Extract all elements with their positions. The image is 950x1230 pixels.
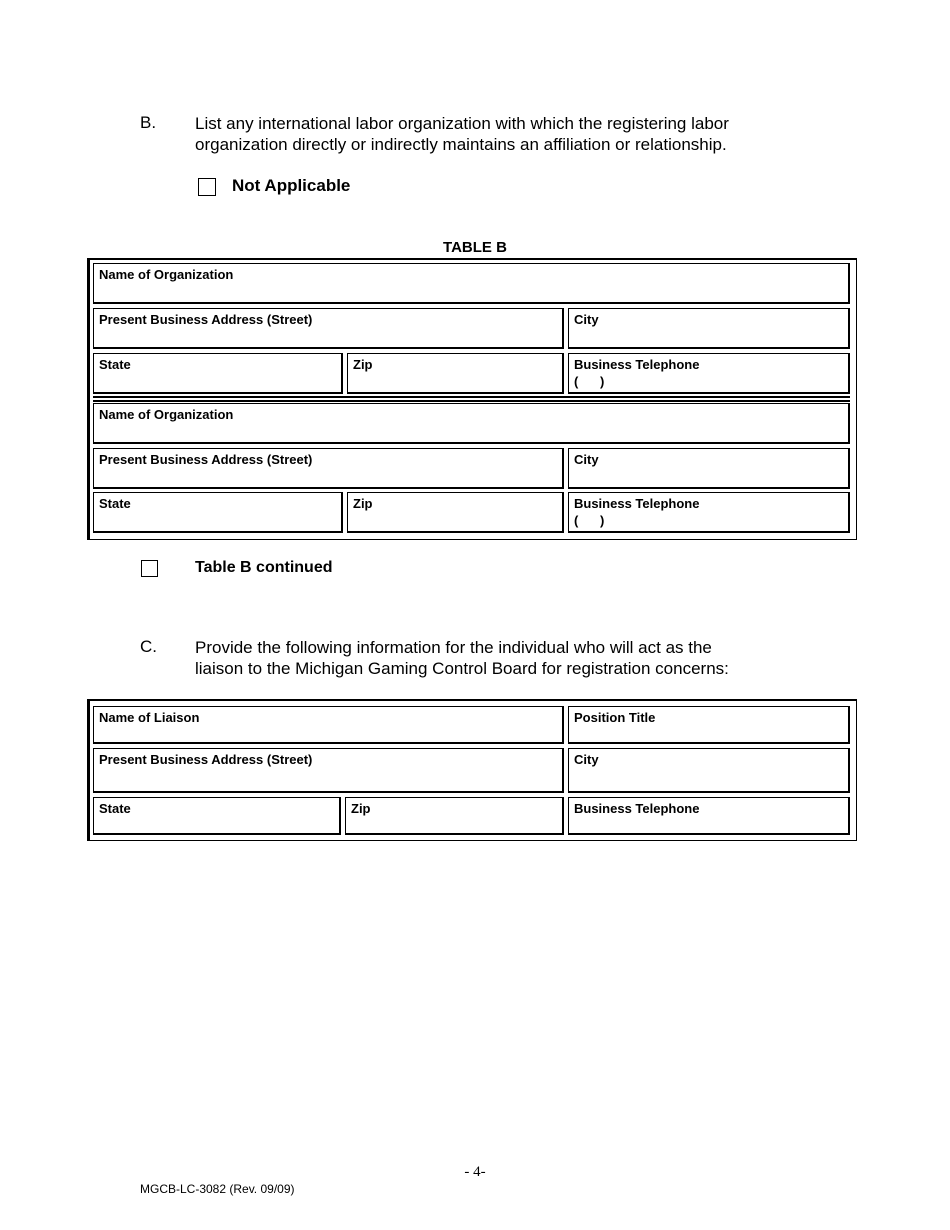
table-b-1-zip-field[interactable] [347,353,564,394]
table-b-1-business-telephone-field[interactable] [568,353,850,394]
not-applicable-label: Not Applicable [232,176,351,195]
state-label: State [99,801,131,816]
section-c-instructions [195,637,835,679]
section-c-line-1: Provide the following information for the individual who will act as the [195,638,712,657]
table-b-2-business-telephone-field[interactable] [568,492,850,533]
section-b-letter: B. [140,113,157,132]
not-applicable-checkbox[interactable] [198,178,216,196]
telephone-area-code-parens: ( ) [574,513,605,528]
table-b-continued-label: Table B continued [195,559,333,576]
liaison-position-title-field[interactable] [568,706,850,744]
table-b-title: TABLE B [443,239,507,256]
table-b-2-state-field[interactable] [93,492,343,533]
organization-name-label: Name of Organization [99,407,234,422]
liaison-name-field[interactable] [93,706,564,744]
section-b-instructions [195,113,835,155]
business-telephone-label: Business Telephone [574,496,700,511]
address-street-label: Present Business Address (Street) [99,452,313,467]
table-b-2-city-field[interactable] [568,448,850,489]
business-telephone-label: Business Telephone [574,357,700,372]
table-b-continued-checkbox[interactable] [141,560,158,577]
business-telephone-label: Business Telephone [574,801,700,816]
table-b-2-organization-name-field[interactable] [93,403,850,444]
liaison-state-field[interactable] [93,797,341,835]
zip-label: Zip [353,357,373,372]
page-number: - 4- [464,1164,486,1180]
address-street-label: Present Business Address (Street) [99,312,313,327]
table-b-1-city-field[interactable] [568,308,850,349]
state-label: State [99,357,131,372]
section-b-line-2: organization directly or indirectly maintains an affiliation or relationship. [195,135,727,154]
city-label: City [574,312,599,327]
section-b-line-1: List any international labor organization with which the registering labor [195,114,729,133]
form-id: MGCB-LC-3082 (Rev. 09/09) [140,1182,295,1196]
city-label: City [574,752,599,767]
liaison-name-label: Name of Liaison [99,710,200,725]
table-b-group-separator [93,396,850,398]
table-b-1-organization-name-field[interactable] [93,263,850,304]
table-b-2-address-street-field[interactable] [93,448,564,489]
section-c-letter: C. [140,637,157,656]
organization-name-label: Name of Organization [99,267,234,282]
position-title-label: Position Title [574,710,656,725]
liaison-address-street-field[interactable] [93,748,564,793]
state-label: State [99,496,131,511]
liaison-business-telephone-field[interactable] [568,797,850,835]
zip-label: Zip [353,496,373,511]
liaison-city-field[interactable] [568,748,850,793]
address-street-label: Present Business Address (Street) [99,752,313,767]
table-b-1-state-field[interactable] [93,353,343,394]
table-b-group-separator [93,400,850,402]
section-c-line-2: liaison to the Michigan Gaming Control Board for registration concerns: [195,659,729,678]
liaison-zip-field[interactable] [345,797,564,835]
city-label: City [574,452,599,467]
telephone-area-code-parens: ( ) [574,374,605,389]
zip-label: Zip [351,801,371,816]
table-b-2-zip-field[interactable] [347,492,564,533]
table-b-1-address-street-field[interactable] [93,308,564,349]
